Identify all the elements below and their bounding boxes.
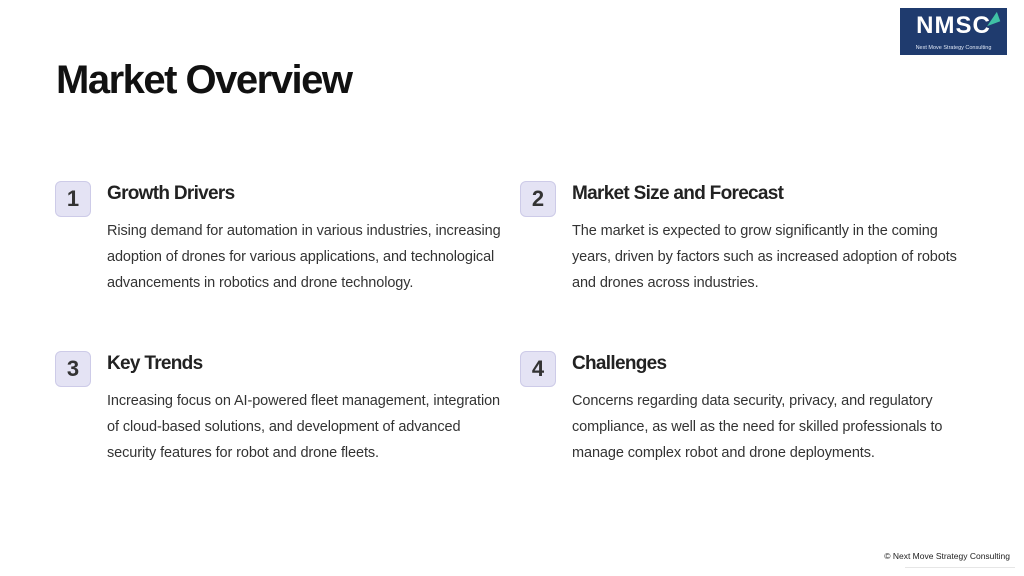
number-badge: 2 (520, 181, 556, 217)
card-heading: Market Size and Forecast (572, 183, 784, 204)
copyright-footer: © Next Move Strategy Consulting (884, 551, 1010, 561)
card-body: Increasing focus on AI-powered fleet management, integration of cloud-based solutions, and development of advanced security features for robot and drone fleets. (107, 393, 500, 461)
card-body: Rising demand for automation in various industries, increasing adoption of drones for various applications, and technological advancements in robotics and drone technology. (107, 223, 501, 291)
card-heading: Challenges (572, 353, 667, 374)
logo-tagline: Next Move Strategy Consulting (915, 45, 992, 51)
card-body: Concerns regarding data security, privacy, and regulatory compliance, as well as the need for skilled professionals to manage complex robot and drone deployments. (572, 393, 943, 461)
card-heading: Key Trends (107, 353, 203, 374)
number-badge: 4 (520, 351, 556, 387)
footer-divider (905, 567, 1015, 568)
logo-mark: NMSC (916, 12, 991, 39)
page-title: Market Overview (56, 58, 352, 102)
nmsc-logo (900, 8, 1007, 55)
card-body: The market is expected to grow significantly in the coming years, driven by factors such as increased adoption of robots and drones across industries. (572, 223, 957, 291)
card-heading: Growth Drivers (107, 183, 235, 204)
number-badge: 3 (55, 351, 91, 387)
number-badge: 1 (55, 181, 91, 217)
